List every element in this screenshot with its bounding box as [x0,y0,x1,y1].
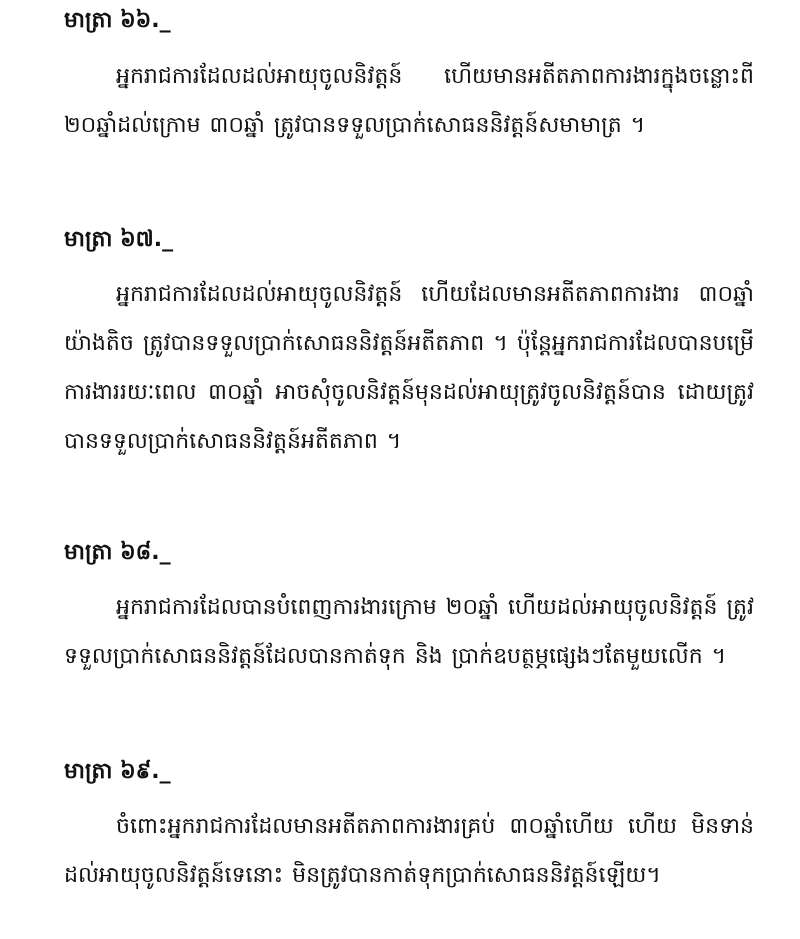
article-heading: មាត្រា ៦៦._ [64,8,171,33]
article-body: អ្នករាជការដែលដល់អាយុចូលនិវត្តន៍ ហើយមានអតីតភាពការងារក្នុងចន្លោះពី ២០ឆ្នាំដល់ក្រោម ៣០ឆ្នាំ ត្រូវបានទទួលប្រាក់សោធននិវត្តន៍សមាមាត្រ ។ [64,64,754,138]
article-heading: មាត្រា ៦៨._ [64,540,171,565]
article-body: អ្នករាជការដែលដល់អាយុចូលនិវត្តន៍ ហើយដែលមានអតីតភាពការងារ ៣០ឆ្នាំយ៉ាងតិច ត្រូវបានទទួលប្រាក់សោធននិវត្តន៍អតីតភាព ។ ប៉ុន្តែអ្នករាជការដែលបានបម្រើការងាររយៈពេល ៣០ឆ្នាំ អាចសុំចូលនិវត្តន៍មុនដល់អាយុត្រូវចូលនិវត្តន៍បាន ដោយត្រូវបានទទួលប្រាក់សោធននិវត្តន៍អតីតភាព ។ [64,282,754,454]
article-body: អ្នករាជការដែលបានបំពេញការងារក្រោម ២០ឆ្នាំ ហើយដល់អាយុចូលនិវត្តន៍ ត្រូវទទួលប្រាក់សោធននិវត្តន៍ដែលបានកាត់ទុក និង ប្រាក់ឧបត្ថម្ភផ្សេងៗតែមួយលើក ។ [64,595,754,669]
article-heading: មាត្រា ៦៧._ [64,227,174,252]
article-heading: មាត្រា ៦៩._ [64,759,171,784]
article-body: ចំពោះអ្នករាជការដែលមានអតីតភាពការងារគ្រប់ ៣០ឆ្នាំហើយ ហើយ មិនទាន់ដល់អាយុចូលនិវត្តន៍ទេនោះ មិនត្រូវបានកាត់ទុកប្រាក់សោធននិវត្តន៍ឡើយ។ [64,814,754,888]
